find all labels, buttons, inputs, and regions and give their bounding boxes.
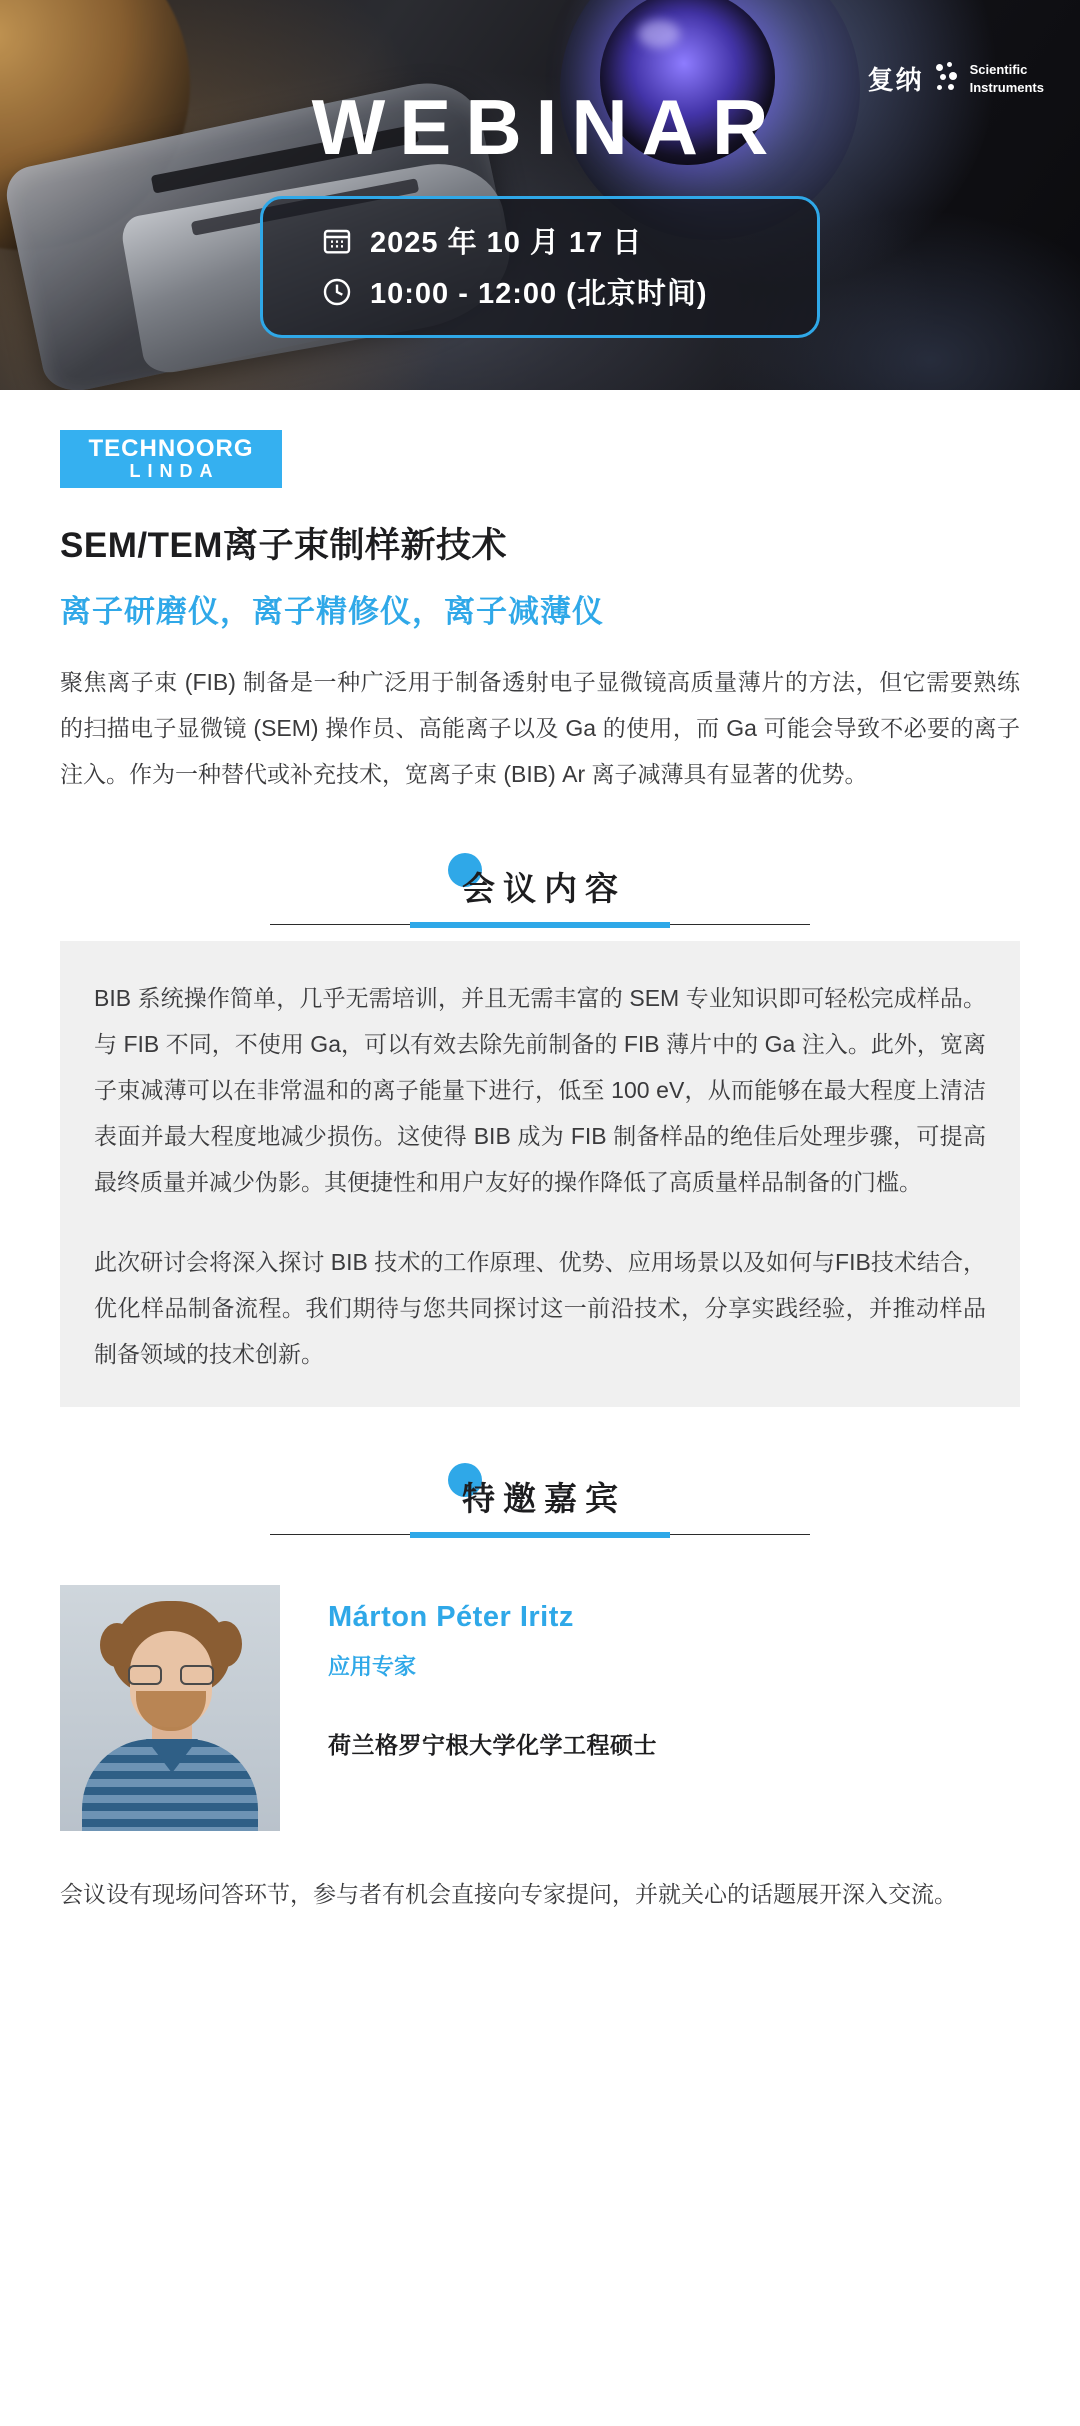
speaker-role: 应用专家 xyxy=(328,1654,417,1679)
intro-paragraph: 聚焦离子束 (FIB) 制备是一种广泛用于制备透射电子显微镜高质量薄片的方法，但它需要熟练的扫描电子显微镜 (SEM) 操作员、高能离子以及 Ga 的使用，而 Ga 可能会导致不必要的离子注入。作为一种替代或补充技术，宽离子束 (BIB) Ar 离子减薄具有显著的优势。 xyxy=(60,669,1020,787)
glasses-icon xyxy=(128,1665,214,1685)
clock-icon xyxy=(320,275,354,309)
event-time: 10:00 - 12:00 (北京时间) xyxy=(370,278,708,310)
speaker-details xyxy=(328,1585,657,1760)
calendar-icon xyxy=(320,224,354,258)
brand-en-line1: Scientific xyxy=(969,61,1028,77)
event-time-row xyxy=(273,266,807,317)
page-title: SEM/TEM离子束制样新技术 xyxy=(60,526,507,565)
speaker-name: Márton Péter Iritz xyxy=(328,1601,574,1633)
molecule-icon xyxy=(934,62,960,96)
hero-banner xyxy=(0,0,1080,390)
closing-paragraph: 会议设有现场问答环节，参与者有机会直接向专家提问，并就关心的话题展开深入交流。 xyxy=(60,1881,957,1907)
logo-line-1: TECHNOORG xyxy=(88,434,254,462)
brand-en-line2: Instruments xyxy=(969,79,1044,95)
section-heading-agenda xyxy=(60,849,1020,941)
speaker-education: 荷兰格罗宁根大学化学工程硕士 xyxy=(328,1732,657,1758)
section-rule-accent xyxy=(410,1532,670,1538)
brand-name-en xyxy=(970,61,1044,96)
agenda-content xyxy=(60,941,1020,1407)
agenda-paragraph-2: 此次研讨会将深入探讨 BIB 技术的工作原理、优势、应用场景以及如何与FIB技术结合，优化样品制备流程。我们期待与您共同探讨这一前沿技术，分享实践经验，并推动样品制备领域的技术创新。 xyxy=(94,1249,986,1367)
technoorg-linda-logo xyxy=(60,430,282,488)
section-heading-speaker xyxy=(60,1459,1020,1551)
brand-name-cn: 复纳 xyxy=(867,65,924,95)
brand-lockup xyxy=(868,60,1044,97)
logo-line-2: LINDA xyxy=(129,460,220,481)
event-date: 2025 年 10 月 17 日 xyxy=(370,227,643,259)
speaker-card xyxy=(60,1585,1020,1831)
event-date-row xyxy=(273,215,807,266)
section-rule-accent xyxy=(410,922,670,928)
section-title: 特邀嘉宾 xyxy=(462,1480,626,1517)
event-info-box xyxy=(260,196,820,338)
speaker-photo xyxy=(60,1585,280,1831)
speaker-beard xyxy=(136,1691,206,1731)
page-subtitle: 离子研磨仪，离子精修仪，离子减薄仪 xyxy=(60,594,604,629)
section-title: 会议内容 xyxy=(462,870,626,907)
webinar-title: WEBINAR xyxy=(311,83,783,171)
poster-body xyxy=(0,430,1080,1977)
agenda-paragraph-1: BIB 系统操作简单，几乎无需培训，并且无需丰富的 SEM 专业知识即可轻松完成样品。与 FIB 不同，不使用 Ga，可以有效去除先前制备的 FIB 薄片中的 Ga 注入。此外，宽离子束减薄可以在非常温和的离子能量下进行，低至 100 eV，从而能够在最大程度上清洁表面并最大程度地减少损伤。这使得 BIB 成为 FIB 制备样品的绝佳后处理步骤，可提高最终质量并减少伪影。其便捷性和用户友好的操作降低了高质量样品制备的门槛。 xyxy=(94,985,986,1195)
